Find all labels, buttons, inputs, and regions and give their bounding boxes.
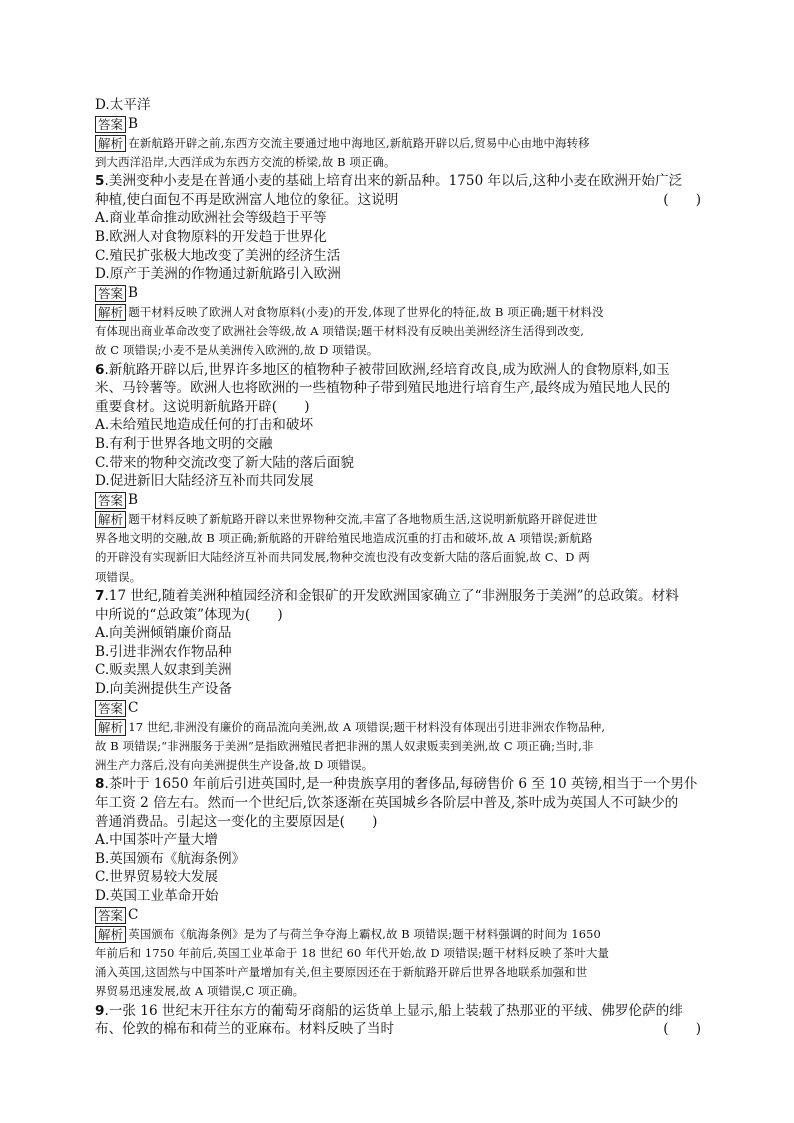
option: B.欧洲人对食物原料的开发趋于世界化 [95, 228, 327, 245]
question-number: 9 [95, 1002, 105, 1019]
answer-bracket: ( ) [663, 191, 701, 208]
question-stem: 8.茶叶于 1650 年前后引进英国时,是一种贵族享用的奢侈品,每磅售价 6 至 10 英镑,相当于一个男仆 [95, 776, 698, 793]
answer-tag: 答案 [95, 285, 126, 302]
explanation-line: 界各地文明的交融,故 B 项正确;新航路的开辟给殖民地造成沉重的打击和破坏,故 A 项错误;新航路 [95, 531, 593, 546]
answer-value: C [128, 907, 139, 924]
answer-tag: 答案 [95, 116, 126, 133]
answer-bracket: ( ) [663, 1021, 701, 1038]
question-stem: 6.新航路开辟以后,世界许多地区的植物种子被带回欧洲,经培育改良,成为欧洲人的食物原料,如玉 [95, 361, 670, 378]
answer-value: C [128, 700, 139, 717]
analysis-tag: 解析 [95, 926, 126, 943]
explanation-line: 解析 题干材料反映了欧洲人对食物原料(小麦)的开发,体现了世界化的特征,故 B 项正确;题干材料没 [95, 303, 701, 322]
question-number: 6 [95, 361, 105, 378]
option: B.有利于世界各地文明的交融 [95, 436, 273, 453]
option-d: D.太平洋 [95, 97, 151, 113]
question-number: 7 [95, 587, 105, 604]
answer-tag: 答案 [95, 907, 126, 924]
answer-row [95, 699, 701, 718]
explanation-line: 项错误。 [95, 569, 142, 584]
option: A.商业革命推动欧洲社会等级趋于平等 [95, 210, 327, 227]
answer-row [95, 906, 701, 925]
explanation-line: 洲生产力落后,没有向美洲提供生产设备,故 D 项错误。 [95, 758, 374, 773]
explanation-line: 解析 英国颁布《航海条例》是为了与荷兰争夺海上霸权,故 B 项错误;题干材料强调的时间为 1650 [95, 925, 701, 944]
answer-row [95, 284, 701, 303]
explanation-line: 解析 17 世纪,非洲没有廉价的商品流向美洲,故 A 项错误;题干材料没有体现出引进非洲农作物品种, [95, 718, 701, 737]
explanation-line: 故 C 项错误;小麦不是从美洲传入欧洲的,故 D 项错误。 [95, 343, 379, 358]
option: A.中国茶叶产量大增 [95, 832, 218, 849]
analysis-tag: 解析 [95, 511, 126, 528]
option: B.英国颁布《航海条例》 [95, 850, 246, 867]
option: A.向美洲倾销廉价商品 [95, 625, 232, 642]
option: C.殖民扩张极大地改变了美洲的经济生活 [95, 247, 341, 264]
answer-row [95, 115, 701, 134]
option: D.英国工业革命开始 [95, 888, 219, 904]
option: C.带来的物种交流改变了新大陆的落后面貌 [95, 454, 354, 471]
answer-tag: 答案 [95, 492, 126, 509]
question-stem: 年工资 2 倍左右。然而一个世纪后,饮茶逐渐在英国城乡各阶层中普及,茶叶成为英国人不可缺少的 [95, 795, 679, 812]
question-stem: 5.美洲变种小麦是在普通小麦的基础上培育出来的新品种。1750 年以后,这种小麦在欧洲开始广泛 [95, 173, 683, 190]
content [95, 96, 701, 1039]
question-number: 8 [95, 776, 105, 793]
analysis-tag: 解析 [95, 135, 126, 152]
answer-value: B [128, 285, 139, 302]
question-number: 5 [95, 173, 105, 190]
analysis-tag: 解析 [95, 719, 126, 736]
explanation-line: 解析 在新航路开辟之前,东西方交流主要通过地中海地区,新航路开辟以后,贸易中心由地中海转移 [95, 134, 701, 153]
answer-tag: 答案 [95, 700, 126, 717]
explanation-line: 涌入英国,这固然与中国茶叶产量增加有关,但主要原因还在于新航路开辟后世界各地联系加强和世 [95, 965, 588, 980]
question-stem: 9.一张 16 世纪末开往东方的葡萄牙商船的运货单上显示,船上装载了热那亚的平绒、佛罗伦萨的绯 [95, 1002, 683, 1019]
question-stem: 普通消费品。引起这一变化的主要原因是( ) [95, 813, 378, 830]
explanation-line: 有体现出商业革命改变了欧洲社会等级,故 A 项错误;题干材料没有反映出美洲经济生活得到改变, [95, 324, 585, 339]
option: D.向美洲提供生产设备 [95, 680, 233, 697]
explanation-line: 界贸易迅速发展,故 A 项错误,C 项正确。 [95, 984, 305, 999]
explanation-line: 到大西洋沿岸,大西洋成为东西方交流的桥梁,故 B 项正确。 [95, 154, 396, 169]
question-stem: 米、马铃薯等。欧洲人也将欧洲的一些植物种子带到殖民地进行培育生产,最终成为殖民地人民的 [95, 380, 671, 397]
explanation-line: 的开辟没有实现新旧大陆经济互补而共同发展,物种交流也没有改变新大陆的落后面貌,故 C、D 两 [95, 550, 590, 565]
explanation-line: 年前后和 1750 年前后,英国工业革命于 18 世纪 60 年代开始,故 D 项错误;题干材料反映了茶叶大量 [95, 945, 610, 960]
analysis-tag: 解析 [95, 304, 126, 321]
question-stem: 重要食材。这说明新航路开辟( ) [95, 398, 310, 415]
option: A.未给殖民地造成任何的打击和破坏 [95, 417, 314, 434]
option: C.世界贸易较大发展 [95, 869, 218, 886]
option: C.贩卖黑人奴隶到美洲 [95, 662, 232, 679]
answer-value: B [128, 116, 139, 133]
explanation-line: 解析 题干材料反映了新航路开辟以来世界物种交流,丰富了各地物质生活,这说明新航路开辟促进世 [95, 510, 701, 529]
option: B.引进非洲农作物品种 [95, 643, 232, 660]
question-stem: 中所说的“总政策”体现为( ) [95, 606, 283, 623]
option: D.原产于美洲的作物通过新航路引入欧洲 [95, 266, 341, 283]
question-stem: 7.17 世纪,随着美洲种植园经济和金银矿的开发欧洲国家确立了“非洲服务于美洲”的总政策。材料 [95, 587, 679, 604]
explanation-line: 故 B 项错误;“非洲服务于美洲”是指欧洲殖民者把非洲的黑人奴隶贩卖到美洲,故 C 项正确;当时,非 [95, 738, 594, 753]
answer-value: B [128, 492, 139, 509]
question-stem: 布、伦敦的棉布和荷兰的亚麻布。材料反映了当时 ( ) [95, 1021, 701, 1038]
option: D.促进新旧大陆经济互补而共同发展 [95, 473, 314, 490]
answer-row [95, 491, 701, 510]
question-stem: 种植,使白面包不再是欧洲富人地位的象征。这说明 ( ) [95, 191, 701, 208]
